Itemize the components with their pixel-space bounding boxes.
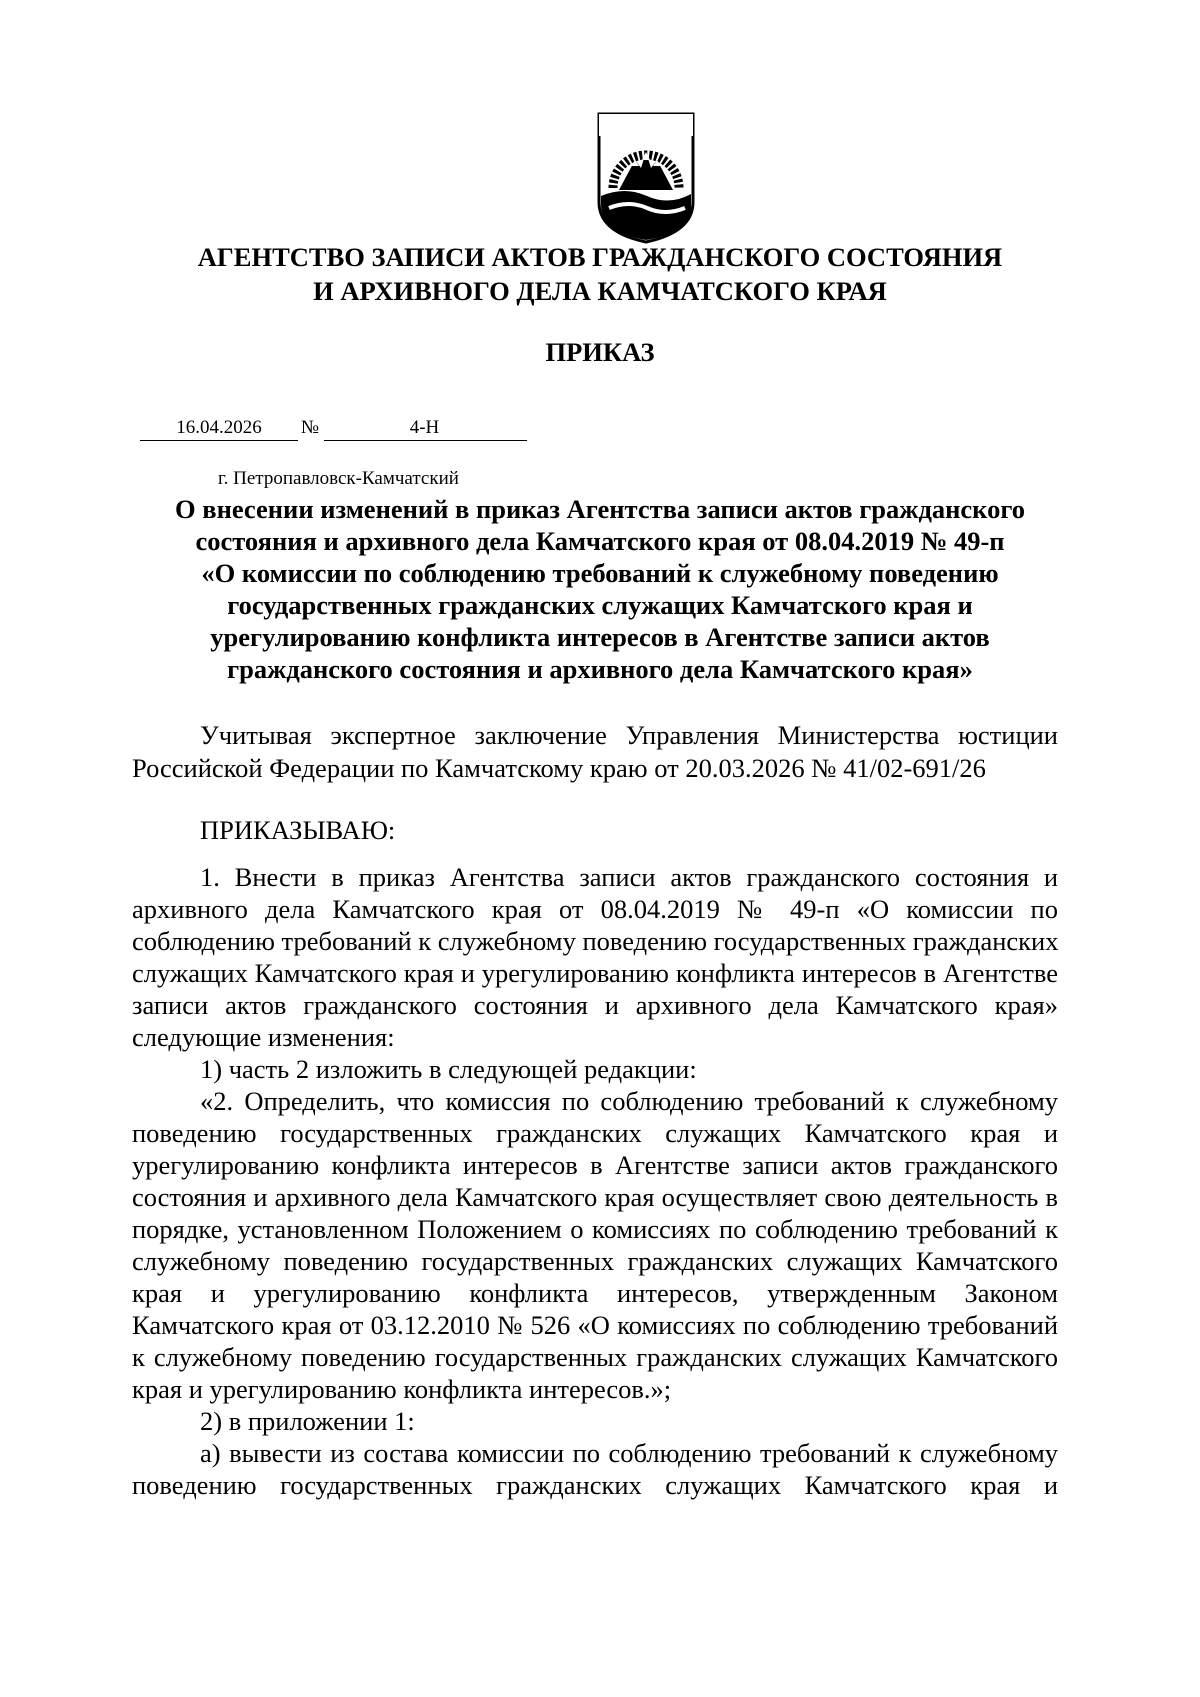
subject-line: государственных гражданских служащих Камчатского края и [227,590,973,620]
body-line: а) вывести из состава комиссии по соблюдению требований к служебному [200,1438,1058,1468]
number-sign: № [300,417,320,438]
body-line: поведению государственных гражданских служащих Камчатского края и [132,1118,1058,1148]
subject-line: гражданского состояния и архивного дела Камчатского края» [227,654,973,684]
agency-name-line-2: И АРХИВНОГО ДЕЛА КАМЧАТСКОГО КРАЯ [313,276,887,306]
body-line: поведению государственных гражданских служащих Камчатского края и [132,1470,1058,1500]
document-type: ПРИКАЗ [545,337,655,367]
body-line: к служебному поведению государственных гражданских служащих Камчатского [132,1342,1058,1372]
body-line: Камчатского края от 03.12.2010 № 526 «О комиссиях по соблюдению требований [132,1310,1058,1340]
body-line: записи актов гражданского состояния и архивного дела Камчатского края» [132,990,1058,1020]
body-line: архивного дела Камчатского края от 08.04.2019 № 49-п «О комиссии по [132,894,1058,924]
body-line: 1) часть 2 изложить в следующей редакции: [200,1054,697,1084]
body-line: урегулированию конфликта интересов в Агентстве записи актов гражданского [132,1150,1058,1180]
kamchatka-coat-of-arms-icon [595,110,697,244]
subject-line: «О комиссии по соблюдению требований к служебному поведению [201,558,999,588]
body-line: служебному поведению государственных гражданских служащих Камчатского [132,1246,1058,1276]
subject-line: состояния и архивного дела Камчатского края от 08.04.2019 № 49-п [195,526,1005,556]
body-line: состояния и архивного дела Камчатского края осуществляет свою деятельность в [132,1182,1058,1212]
body-line: Российской Федерации по Камчатскому краю от 20.03.2026 № 41/02-691/26 [132,753,986,783]
document-date: 16.04.2026 [176,417,262,438]
body-line: следующие изменения: [132,1022,395,1052]
body-line: 1. Внести в приказ Агентства записи актов гражданского состояния и [200,862,1058,892]
number-underline [324,440,527,441]
city-name: г. Петропавловск-Камчатский [218,468,459,489]
body-line: соблюдению требований к служебному поведению государственных гражданских [132,926,1059,956]
body-line: края и урегулированию конфликта интересов.»; [132,1374,672,1404]
body-line: порядке, установленном Положением о комиссиях по соблюдению требований к [132,1214,1058,1244]
body-line: края и урегулированию конфликта интересов, утвержденным Законом [132,1278,1058,1308]
body-line: служащих Камчатского края и урегулированию конфликта интересов в Агентстве [132,958,1058,988]
date-underline [140,440,298,441]
body-line: «2. Определить, что комиссия по соблюдению требований к служебному [200,1086,1058,1116]
agency-name-line-1: АГЕНТСТВО ЗАПИСИ АКТОВ ГРАЖДАНСКОГО СОСТОЯНИЯ [197,242,1003,272]
body-line: 2) в приложении 1: [200,1406,415,1436]
order-keyword: ПРИКАЗЫВАЮ: [200,815,396,845]
document-number: 4-Н [409,417,440,438]
body-line: Учитывая экспертное заключение Управления Министерства юстиции [200,720,1058,750]
subject-line: О внесении изменений в приказ Агентства записи актов гражданского [175,494,1025,524]
subject-line: урегулированию конфликта интересов в Агентстве записи актов [210,622,990,652]
